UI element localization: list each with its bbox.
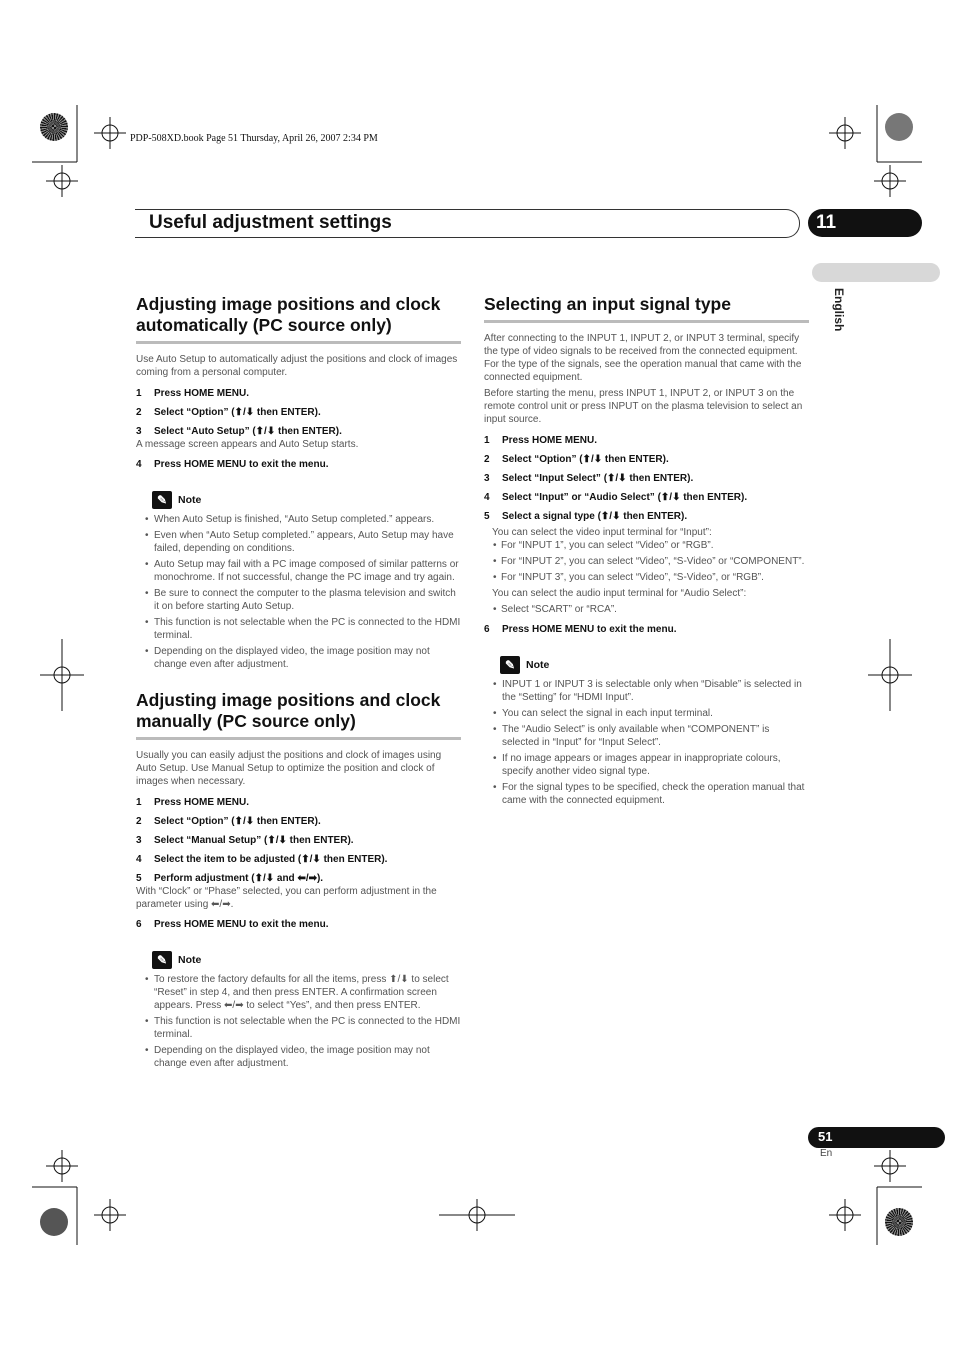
print-wheel-mark (885, 1208, 913, 1236)
note-item: • Even when “Auto Setup completed.” appears, Auto Setup may have failed, depending on conditions. (154, 529, 461, 555)
print-header: PDP-508XD.book Page 51 Thursday, April 26, 2007 2:34 PM (130, 133, 378, 144)
note-list (136, 513, 461, 671)
step-item: 1 Press HOME MENU. (136, 388, 250, 399)
chapter-number-badge (808, 209, 922, 237)
note-item: • Depending on the displayed video, the image position may not change even after adjustment. (154, 1044, 461, 1070)
option-item: • For “INPUT 2”, you can select “Video”, “S-Video” or “COMPONENT”. (501, 555, 809, 568)
note-item: • Auto Setup may fail with a PC image composed of similar patterns or monochrome. If not successful, change the PC image and try again. (154, 558, 461, 584)
note-heading: ✎ Note (152, 491, 461, 509)
section-heading-auto: Adjusting image positions and clock automatically (PC source only) (136, 294, 461, 344)
right-column (484, 294, 809, 810)
step-item: 6 Press HOME MENU to exit the menu. (484, 624, 677, 635)
step-item: 3 Select “Input Select” (⬆/⬇ then ENTER). (484, 473, 694, 484)
note-heading: ✎ Note (152, 951, 461, 969)
language-label: English (832, 288, 846, 332)
chapter-title-bar (135, 209, 800, 238)
step-item: 2 Select “Option” (⬆/⬇ then ENTER). (136, 816, 321, 827)
page-language-code: En (820, 1148, 833, 1159)
step-item: 4 Select “Input” or “Audio Select” (⬆/⬇ then ENTER). (484, 492, 748, 503)
step-item: 4 Press HOME MENU to exit the menu. (136, 459, 329, 470)
step-item: 3 Select “Manual Setup” (⬆/⬇ then ENTER). (136, 835, 354, 846)
note-pencil-icon: ✎ (152, 951, 172, 969)
audio-option-list (484, 603, 809, 616)
note-item: • You can select the signal in each input terminal. (502, 707, 809, 720)
note-item: • Be sure to connect the computer to the plasma television and switch it on before starting Auto Setup. (154, 587, 461, 613)
print-wheel-mark (40, 113, 68, 141)
step-item: 6 Press HOME MENU to exit the menu. (136, 919, 329, 930)
note-list (484, 678, 809, 807)
section-intro: Use Auto Setup to automatically adjust the positions and clock of images coming from a personal computer. (136, 354, 458, 378)
video-option-list (484, 539, 809, 584)
step-detail: A message screen appears and Auto Setup starts. (136, 439, 359, 450)
option-item: • For “INPUT 1”, you can select “Video” or “RGB”. (501, 539, 809, 552)
page-number: 51 (818, 1129, 833, 1144)
step-item: 2 Select “Option” (⬆/⬇ then ENTER). (484, 454, 669, 465)
print-wheel-mark (40, 1208, 68, 1236)
note-item: • The “Audio Select” is only available when “COMPONENT” is selected in “Input” for “Input Select”. (502, 723, 809, 749)
step-detail: You can select the video input terminal for “Input”: (492, 527, 712, 538)
note-item: • If no image appears or images appear in inappropriate colours, specify another video signal type. (502, 752, 809, 778)
note-heading: ✎ Note (500, 656, 809, 674)
step-item: 5 Select a signal type (⬆/⬇ then ENTER). (484, 511, 688, 522)
note-item: • This function is not selectable when the PC is connected to the HDMI terminal. (154, 1015, 461, 1041)
note-pencil-icon: ✎ (500, 656, 520, 674)
print-wheel-mark (885, 113, 913, 141)
note-pencil-icon: ✎ (152, 491, 172, 509)
section-intro: Before starting the menu, press INPUT 1, INPUT 2, or INPUT 3 on the remote control unit or press INPUT on the plasma television to select an input source. (484, 388, 803, 425)
section-heading-input-signal: Selecting an input signal type (484, 294, 809, 323)
left-column (136, 294, 461, 1073)
chapter-title: Useful adjustment settings (149, 212, 392, 233)
step-item: 4 Select the item to be adjusted (⬆/⬇ then ENTER). (136, 854, 388, 865)
note-item: • INPUT 1 or INPUT 3 is selectable only when “Disable” is selected in the “Setting” for “HDMI Input”. (502, 678, 809, 704)
page-number-badge (808, 1127, 945, 1148)
step-item: 1 Press HOME MENU. (484, 435, 598, 446)
step-detail: You can select the audio input terminal for “Audio Select”: (492, 588, 747, 599)
step-detail: With “Clock” or “Phase” selected, you can perform adjustment in the parameter using ⬅/➡. (136, 886, 437, 910)
step-item: 3 Select “Auto Setup” (⬆/⬇ then ENTER). (136, 426, 342, 437)
note-item: • This function is not selectable when the PC is connected to the HDMI terminal. (154, 616, 461, 642)
chapter-number: 11 (816, 212, 837, 233)
option-item: • For “INPUT 3”, you can select “Video”, “S-Video”, or “RGB”. (501, 571, 809, 584)
note-item: • When Auto Setup is finished, “Auto Setup completed.” appears. (154, 513, 461, 526)
note-item: • Depending on the displayed video, the image position may not change even after adjustment. (154, 645, 461, 671)
section-intro: Usually you can easily adjust the positions and clock of images using Auto Setup. Use Manual Setup to optimize the position and clock of images when necessary. (136, 750, 442, 787)
option-item: • Select “SCART” or “RCA”. (501, 603, 809, 616)
language-tab (812, 263, 940, 282)
section-intro: After connecting to the INPUT 1, INPUT 2, or INPUT 3 terminal, specify the type of video signals to be received from the connected equipment. For the type of the signals, see the operation manual that came with the connected equipment. (484, 333, 802, 383)
step-item: 5 Perform adjustment (⬆/⬇ and ⬅/➡). (136, 873, 324, 884)
note-item: • For the signal types to be specified, check the operation manual that came with the connected equipment. (502, 781, 809, 807)
step-item: 1 Press HOME MENU. (136, 797, 250, 808)
step-item: 2 Select “Option” (⬆/⬇ then ENTER). (136, 407, 321, 418)
note-list (136, 973, 461, 1070)
section-heading-manual: Adjusting image positions and clock manually (PC source only) (136, 690, 461, 740)
note-item: • To restore the factory defaults for all the items, press ⬆/⬇ to select “Reset” in step 4, and then press ENTER. A confirmation screen appears. Press ⬅/➡ to select “Yes”, and then press ENTER. (154, 973, 461, 1012)
